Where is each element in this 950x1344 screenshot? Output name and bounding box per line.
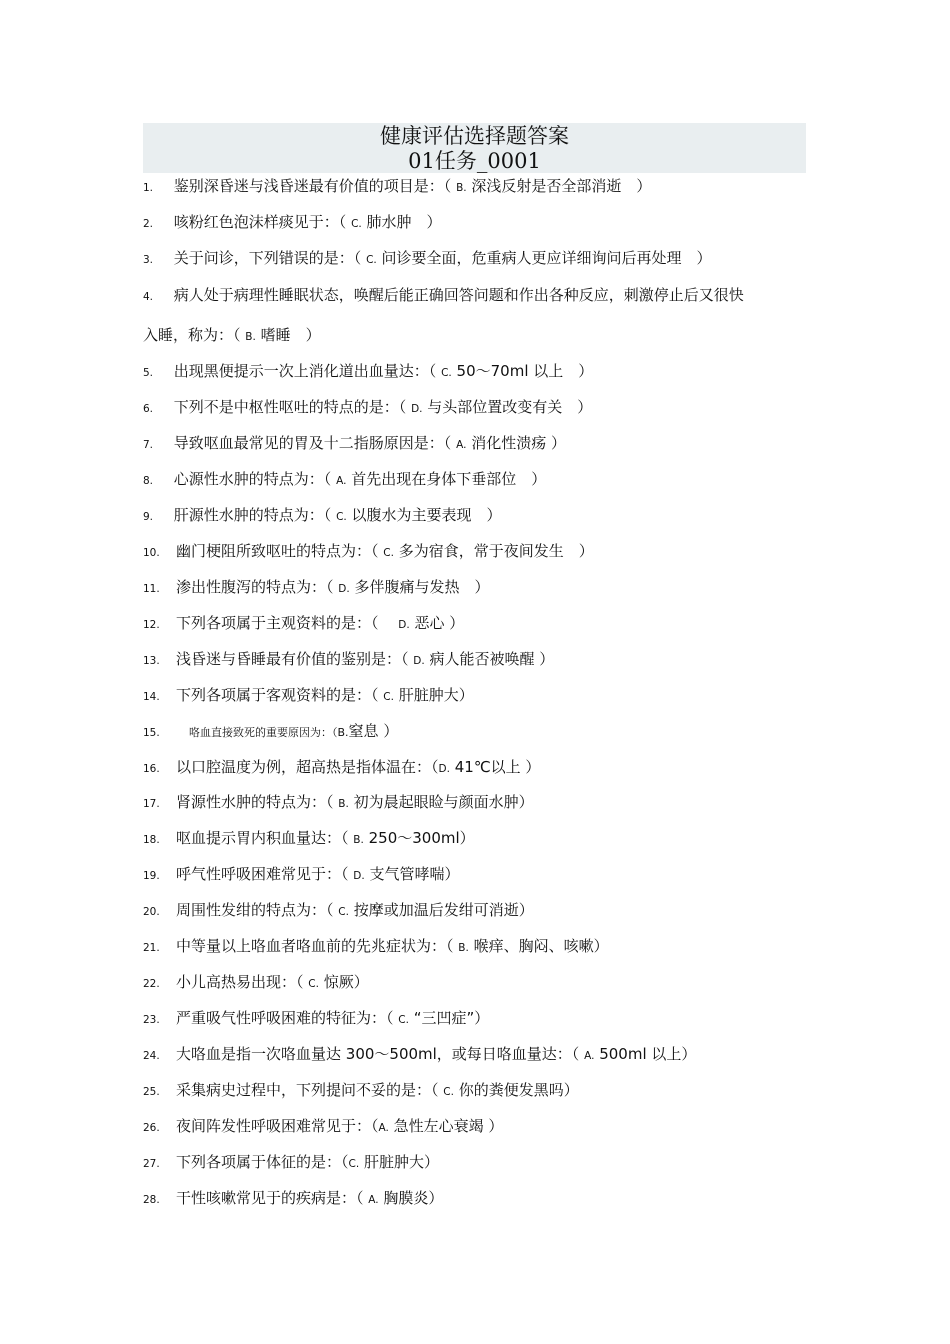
question-number: 21. — [143, 942, 160, 954]
question-text: 关于问诊，下列错误的是：（ — [173, 249, 362, 267]
question-2 — [143, 212, 442, 234]
question-10 — [143, 541, 594, 563]
question-28 — [143, 1188, 443, 1210]
question-number: 24. — [143, 1050, 160, 1062]
question-text: 下列各项属于主观资料的是：（ — [176, 614, 394, 632]
answer-option: C. — [383, 547, 394, 559]
question-number: 25. — [143, 1086, 160, 1098]
answer-text: 首先出现在身体下垂部位 ） — [351, 470, 547, 488]
question-4-continued — [143, 325, 321, 347]
document-subtitle: 01任务_0001 — [408, 149, 541, 173]
answer-text: 多伴腹痛与发热 ） — [354, 578, 490, 596]
question-number: 22. — [143, 978, 160, 990]
answer-option: A. — [456, 439, 467, 451]
question-number: 19. — [143, 870, 160, 882]
question-25 — [143, 1080, 579, 1102]
answer-text: “三凹症”） — [413, 1009, 490, 1027]
question-17 — [143, 792, 534, 814]
answer-option: C. — [398, 1014, 409, 1026]
question-text: 导致呕血最常见的胃及十二指肠原因是：（ — [173, 434, 452, 452]
answer-text: 喉痒、胸闷、咳嗽） — [473, 937, 609, 955]
question-text: 心源性水肿的特点为：（ — [173, 470, 332, 488]
question-8 — [143, 469, 546, 491]
answer-text: 肝脏肿大） — [363, 1153, 439, 1171]
question-1 — [143, 176, 651, 198]
answer-text: 惊厥） — [323, 973, 369, 991]
question-text: 病人处于病理性睡眠状态，唤醒后能正确回答问题和作出各种反应，刺激停止后又很快 — [173, 286, 744, 304]
question-16 — [143, 757, 540, 779]
question-27 — [143, 1152, 439, 1174]
answer-text: 你的粪便发黑吗） — [458, 1081, 579, 1099]
question-text: 采集病史过程中，下列提问不妥的是：（ — [176, 1081, 439, 1099]
question-text: 干性咳嗽常见于的疾病是：（ — [176, 1189, 364, 1207]
answer-option: C. — [366, 254, 377, 266]
question-text: 夜间阵发性呼吸困难常见于：（ — [176, 1117, 379, 1135]
answer-text: 问诊要全面，危重病人更应详细询问后再处理 ） — [381, 249, 712, 267]
answer-option: D. — [438, 763, 450, 775]
question-text: 入睡，称为：（ — [143, 326, 241, 344]
answer-option: C. — [336, 511, 347, 523]
answer-option: D. — [411, 403, 423, 415]
question-number: 13. — [143, 655, 160, 667]
question-text: 下列不是中枢性呕吐的特点的是：（ — [173, 398, 407, 416]
answer-option: A. — [584, 1050, 595, 1062]
answer-text: 嗜睡 ） — [260, 326, 321, 344]
question-18 — [143, 828, 475, 850]
answer-option: C. — [351, 218, 362, 230]
document-title: 健康评估选择题答案 — [380, 124, 569, 148]
answer-option: B. — [353, 834, 364, 846]
answer-option: C. — [383, 691, 394, 703]
question-text: 呕血提示胃内积血量达：（ — [176, 829, 349, 847]
answer-text: 窒息 ） — [348, 722, 399, 740]
question-number: 17. — [143, 798, 160, 810]
question-19 — [143, 864, 460, 886]
answer-text: 恶心 ） — [414, 614, 465, 632]
question-number: 7. — [143, 439, 154, 451]
question-20 — [143, 900, 534, 922]
answer-option: C. — [443, 1086, 454, 1098]
question-text: 周围性发绀的特点为：（ — [176, 901, 334, 919]
question-15 — [143, 721, 398, 743]
answer-text: 多为宿食，常于夜间发生 ） — [398, 542, 594, 560]
question-number: 12. — [143, 619, 160, 631]
question-text: 渗出性腹泻的特点为：（ — [176, 578, 334, 596]
answer-option: C. — [441, 367, 452, 379]
question-number: 4. — [143, 291, 154, 303]
answer-text: 肺水肿 ） — [366, 213, 442, 231]
answer-option: B. — [338, 798, 349, 810]
answer-text: 消化性溃疡 ） — [471, 434, 566, 452]
question-text: 下列各项属于客观资料的是：（ — [176, 686, 379, 704]
question-14 — [143, 685, 474, 707]
question-number: 8. — [143, 475, 154, 487]
answer-text: 250～300ml） — [368, 829, 475, 847]
question-24 — [143, 1044, 696, 1066]
answer-text: 胸膜炎） — [383, 1189, 444, 1207]
question-number: 11. — [143, 583, 160, 595]
question-text: 咯血直接致死的重要原因为：（B. — [189, 726, 349, 739]
question-text: 严重吸气性呼吸困难的特征为：（ — [176, 1009, 394, 1027]
question-number: 3. — [143, 254, 154, 266]
question-number: 6. — [143, 403, 154, 415]
answer-text: 500ml 以上） — [599, 1045, 697, 1063]
question-number: 1. — [143, 182, 154, 194]
question-5 — [143, 361, 593, 383]
answer-text: 病人能否被唤醒 ） — [429, 650, 555, 668]
question-number: 20. — [143, 906, 160, 918]
answer-text: 41℃以上 ） — [454, 758, 541, 776]
question-text: 浅昏迷与昏睡最有价值的鉴别是：（ — [176, 650, 409, 668]
question-text: 呼气性呼吸困难常见于：（ — [176, 865, 349, 883]
answer-text: 按摩或加温后发绀可消逝） — [353, 901, 534, 919]
question-22 — [143, 972, 369, 994]
question-4 — [143, 285, 744, 307]
question-number: 10. — [143, 547, 160, 559]
answer-text: 与头部位置改变有关 ） — [427, 398, 593, 416]
question-13 — [143, 649, 554, 671]
question-text: 鉴别深昏迷与浅昏迷最有价值的项目是：（ — [173, 177, 452, 195]
answer-option: A. — [368, 1194, 379, 1206]
question-number: 18. — [143, 834, 160, 846]
answer-option: D. — [353, 870, 365, 882]
answer-option: C. — [348, 1158, 360, 1170]
question-number: 15. — [143, 727, 160, 739]
question-text: 中等量以上咯血者咯血前的先兆症状为：（ — [176, 937, 454, 955]
answer-text: 深浅反射是否全部消逝 ） — [471, 177, 652, 195]
answer-text: 支气管哮喘） — [369, 865, 460, 883]
question-11 — [143, 577, 490, 599]
question-number: 2. — [143, 218, 154, 230]
question-9 — [143, 505, 502, 527]
answer-option: A. — [378, 1122, 389, 1134]
question-21 — [143, 936, 609, 958]
answer-option: B. — [245, 331, 256, 343]
answer-option: D. — [398, 619, 410, 631]
question-text: 大咯血是指一次咯血量达 300～500ml，或每日咯血量达：（ — [176, 1045, 580, 1063]
answer-option: D. — [338, 583, 350, 595]
question-number: 5. — [143, 367, 154, 379]
question-text: 咳粉红色泡沫样痰见于：（ — [173, 213, 347, 231]
question-number: 27. — [143, 1158, 160, 1170]
question-26 — [143, 1116, 503, 1138]
question-number: 26. — [143, 1122, 160, 1134]
answer-option: B. — [456, 182, 467, 194]
answer-text: 初为晨起眼睑与颜面水肿） — [353, 793, 534, 811]
question-7 — [143, 433, 566, 455]
question-number: 14. — [143, 691, 160, 703]
question-text: 肾源性水肿的特点为：（ — [176, 793, 334, 811]
question-text: 出现黑便提示一次上消化道出血量达：（ — [173, 362, 437, 380]
answer-text: 50～70ml 以上 ） — [456, 362, 594, 380]
question-text: 小儿高热易出现：（ — [176, 973, 304, 991]
answer-option: C. — [338, 906, 349, 918]
answer-text: 急性左心衰竭 ） — [393, 1117, 504, 1135]
question-text: 下列各项属于体征的是：（ — [176, 1153, 349, 1171]
question-number: 9. — [143, 511, 154, 523]
question-text: 以口腔温度为例，超高热是指体温在：（ — [176, 758, 439, 776]
question-12 — [143, 613, 464, 635]
question-number: 28. — [143, 1194, 160, 1206]
answer-option: D. — [413, 655, 425, 667]
question-text: 肝源性水肿的特点为：（ — [173, 506, 332, 524]
question-text: 幽门梗阻所致呕吐的特点为：（ — [176, 542, 379, 560]
answer-option: A. — [336, 475, 347, 487]
answer-option: C. — [308, 978, 319, 990]
answer-text: 肝脏肿大） — [398, 686, 474, 704]
answer-text: 以腹水为主要表现 ） — [351, 506, 502, 524]
question-6 — [143, 397, 592, 419]
answer-option: B. — [458, 942, 469, 954]
question-23 — [143, 1008, 489, 1030]
question-number: 23. — [143, 1014, 160, 1026]
question-number: 16. — [143, 763, 160, 775]
question-3 — [143, 248, 712, 270]
